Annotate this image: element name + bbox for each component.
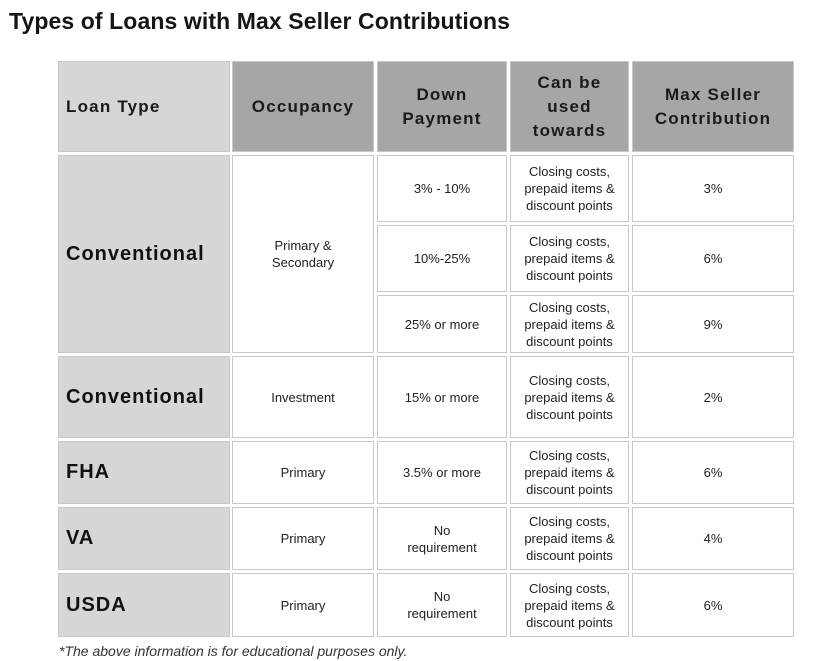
- used-towards-cell: Closing costs, prepaid items & discount points: [510, 356, 629, 438]
- header-max-contribution: Max Seller Contribution: [632, 61, 794, 152]
- occupancy-cell: Primary: [232, 441, 374, 504]
- header-used-towards: Can be used towards: [510, 61, 629, 152]
- loan-type-cell: FHA: [58, 441, 230, 504]
- occupancy-cell: Primary: [232, 573, 374, 637]
- used-towards-cell: Closing costs, prepaid items & discount points: [510, 155, 629, 222]
- used-towards-cell: Closing costs, prepaid items & discount points: [510, 507, 629, 570]
- footnote: *The above information is for educational purposes only.: [59, 643, 408, 659]
- occupancy-cell: Primary & Secondary: [232, 155, 374, 353]
- down-payment-cell: 3% - 10%: [377, 155, 507, 222]
- max-contribution-cell: 2%: [632, 356, 794, 438]
- used-towards-cell: Closing costs, prepaid items & discount points: [510, 295, 629, 353]
- page-title: Types of Loans with Max Seller Contributions: [9, 8, 511, 34]
- header-loan-type: Loan Type: [58, 61, 230, 152]
- used-towards-cell: Closing costs, prepaid items & discount points: [510, 441, 629, 504]
- occupancy-cell: Primary: [232, 507, 374, 570]
- max-contribution-cell: 9%: [632, 295, 794, 353]
- loan-type-cell: Conventional: [58, 155, 230, 353]
- loan-type-cell: Conventional: [58, 356, 230, 438]
- max-contribution-cell: 3%: [632, 155, 794, 222]
- down-payment-cell: No requirement: [377, 507, 507, 570]
- loan-type-cell: USDA: [58, 573, 230, 637]
- down-payment-cell: No requirement: [377, 573, 507, 637]
- down-payment-cell: 25% or more: [377, 295, 507, 353]
- down-payment-cell: 10%-25%: [377, 225, 507, 292]
- down-payment-cell: 3.5% or more: [377, 441, 507, 504]
- down-payment-cell: 15% or more: [377, 356, 507, 438]
- header-down-payment: Down Payment: [377, 61, 507, 152]
- loan-type-cell: VA: [58, 507, 230, 570]
- max-contribution-cell: 6%: [632, 573, 794, 637]
- used-towards-cell: Closing costs, prepaid items & discount points: [510, 225, 629, 292]
- max-contribution-cell: 6%: [632, 225, 794, 292]
- max-contribution-cell: 4%: [632, 507, 794, 570]
- max-contribution-cell: 6%: [632, 441, 794, 504]
- occupancy-cell: Investment: [232, 356, 374, 438]
- header-occupancy: Occupancy: [232, 61, 374, 152]
- used-towards-cell: Closing costs, prepaid items & discount points: [510, 573, 629, 637]
